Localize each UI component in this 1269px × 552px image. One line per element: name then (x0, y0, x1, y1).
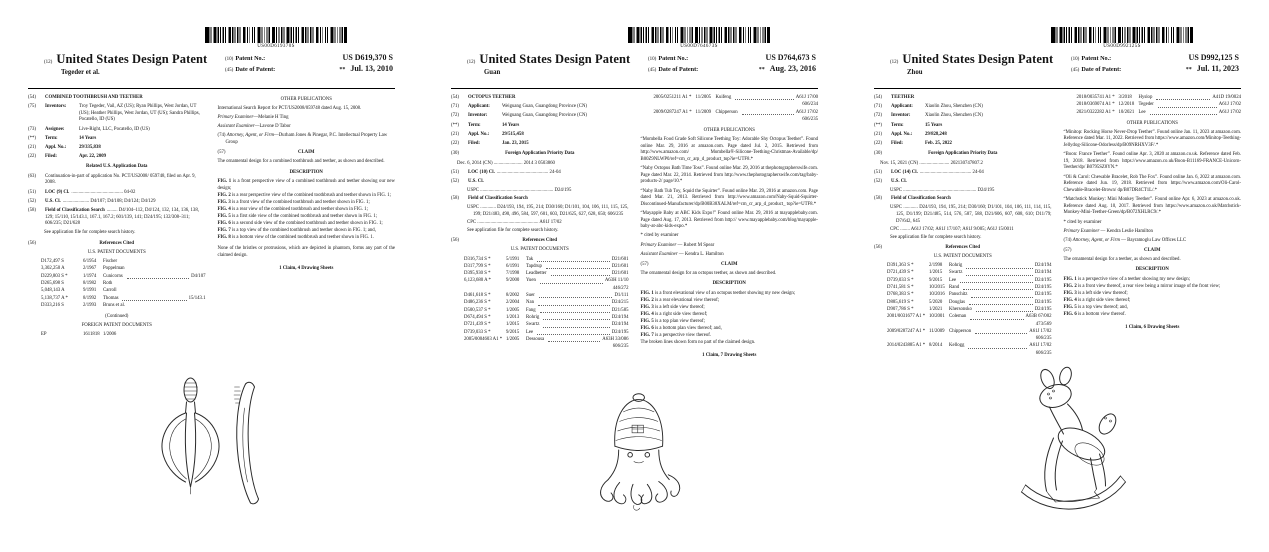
fig-line: FIG. 3 is a left side view thereof; (640, 304, 705, 310)
para-line: See application file for complete search history. (44, 230, 136, 236)
fig-line: FIG. 7 is a perspective view thereof. (640, 333, 712, 339)
para-line: “Boon: France Teether”. Found online Apr. 3, 2020 at amazon.co.uk. Reference dated Feb. 19, 2018. Retrieved from https://www.amazon.co.uk/Boon-B11169-FRANCE-Unicorn-Teether/dp/ B0795SZ8YN.* (1063, 152, 1241, 171)
inventor-name: Guan (484, 69, 501, 76)
left-column (451, 95, 629, 362)
patent-no-label: Patent No.: (235, 55, 266, 62)
sub-line: FOREIGN PATENT DOCUMENTS (81, 323, 152, 329)
sub-line: OTHER PUBLICATIONS (1126, 120, 1178, 126)
para-line: Dec. 6, 2014 (CN) ........................ 2014 3 0503860 (457, 160, 555, 166)
sub-line: U.S. PATENT DOCUMENTS (87, 249, 146, 255)
octopus-figure (576, 386, 700, 514)
fig-line: FIG. 5 is a first side view of the combined toothbrush and teether shown in FIG. 1; (217, 214, 378, 219)
ref-line: 2005/0004603 A1 * 1/2005 Dessousa A63H 33/086 (464, 336, 629, 342)
head-line: 1 Claim, 7 Drawing Sheets (702, 353, 757, 359)
fig-line: FIG. 4 is a right side view thereof; (1063, 298, 1131, 304)
para-line: CPC ........ A61J 17/02; A61J 17/107; A61J 9/005; A61J 15/0011 (890, 226, 1014, 232)
ref-line: D768,383 S * 10/2016 Panschitz D24/195 (887, 292, 1052, 298)
barcode-icon (1051, 27, 1193, 43)
fig-line: FIG. 1 is a front elevational view of an octopus teether showing my new design; (640, 290, 796, 296)
ref-line: 446/272 (612, 285, 629, 291)
field-line: (51) LOC (14) Cl. ........................................... 24-04 (874, 169, 984, 175)
kind-code-tag: (12) (890, 60, 899, 65)
right-column (1064, 95, 1242, 358)
exam-line: Primary Examiner—Melanie H Ting (217, 115, 289, 121)
patent-date-row (1071, 64, 1239, 73)
left-column (28, 95, 206, 339)
ref-line: D172,497 S 6/1954 Fischer (41, 259, 118, 265)
fig-line: FIG. 2 is a rear perspective view of the combined toothbrush and teether shown in FIG. 1; (217, 192, 391, 198)
patent-body (451, 95, 818, 362)
kind-code-tag: (12) (467, 60, 476, 65)
ref-line: D317,799 S * 6/1991 Tapdrup D21/601 (464, 263, 629, 269)
patent-header-right (225, 53, 393, 75)
head-line: (56) References Cited (28, 240, 135, 246)
patent-body (28, 95, 395, 339)
ref-line: 2018/0035741 A1 * 3/2018 Hyslop A41D 19/0024 (1076, 95, 1241, 100)
patent-date: Jul. 11, 2023 (1196, 64, 1239, 73)
ref-line: D229,803 S * 1/1974 Cunicorns D4/107 (41, 273, 206, 279)
ref-line: D739,033 S * 9/2015 Lee D24/195 (464, 329, 629, 335)
para-line: * cited by examiner (1063, 219, 1102, 225)
field-line: (22) Filed: Feb. 25, 2022 (874, 141, 952, 147)
field-line: (22) Filed: Jan. 23, 2015 (451, 141, 529, 147)
fig-line: FIG. 5 is a top view thereof; and, (1063, 305, 1128, 311)
patent-no-tag: (10) (648, 57, 657, 62)
ref-line: 2014/0243885 A1 * 8/2014 Kellogg A61J 17/02 (887, 343, 1052, 349)
field-line: (51) LOC (10) Cl. ........................................... 24-04 (451, 169, 561, 175)
fig-line: FIG. 3 is a front view of the combined toothbrush and teether shown in FIG. 1; (217, 199, 370, 205)
date-label: Date of Patent: (1081, 66, 1122, 73)
patent-drawing-balloon-rocking-horse-teether (993, 366, 1143, 518)
field-line: (21) Appl. No.: 29/335,838 (28, 145, 101, 151)
patent-no-tag: (10) (225, 57, 234, 62)
para-line: USPC ............. D24/193, 194, 195, 214; D30/160; D1/101, 104, 106, 111, 115, 125, 199; D21/483, 490, 496, 584, 597, 601, 603, D21/625, 627, 628, 650; 606/235 (467, 205, 629, 217)
para-line: See application file for complete search history. (467, 227, 559, 233)
field-line: (54) OCTOPUS TEETHER (451, 95, 516, 100)
patent-drawing-octopus-teether (576, 386, 700, 514)
patent-number: US D619,370 S (342, 53, 393, 62)
para-line: The ornamental design for a combined toothbrush and teether, as shown and described. (217, 159, 385, 165)
para-line: Nov. 15, 2021 (CN) ......................... 202130747807.2 (880, 160, 983, 166)
header-divider (28, 88, 395, 89)
field-line: (72) Inventor: Xiaolin Zhou, Shenzhen (CN) (874, 113, 983, 119)
sub-line: U.S. PATENT DOCUMENTS (933, 254, 992, 260)
ref-line: 2005/0251211 A1 * 11/2005 Kuifeng A61J 17/00 (653, 95, 818, 100)
ref-line: D265,698 S 8/1982 Roth (41, 280, 113, 286)
ref-line: 3,302,250 A 2/1967 Poppelman (41, 266, 125, 272)
date-label: Date of Patent: (235, 66, 276, 73)
para-line: The broken lines shown form no part of the claimed design. (640, 340, 756, 346)
fig-line: FIG. 4 is a rear view of the combined toothbrush and teether shown in FIG. 1; (217, 206, 368, 212)
field-line: (21) Appl. No.: 29/515,458 (451, 131, 524, 137)
field-line: (72) Inventor: Weiguang Guan, Guangdong Province (CN) (451, 113, 588, 119)
barcode-block (628, 27, 770, 49)
para-line: “Mombella Food Grade Soft Silicone Teething Toy: Adorable Shy Octopus Teether”. Found online Mar. 29, 2016 at amazon.com. Page dated Jul. 2, 2015. Retrieved from http://www.amazon.com/ Mombella®-Silicone-Teething-Christmas-Available/dp/ B00Z9NLWP0/ref=cm_cr_arp_d_product_top?ie=UTF8.* (640, 137, 818, 162)
fig-line: FIG. 2 is a front view thereof, a rear view being a mirror image of the front view; (1063, 283, 1221, 289)
para-line: See application file for complete search history. (890, 234, 982, 240)
ref-line: 2021/0322282 A1 * 10/2021 Lee A61J 17/02 (1076, 109, 1241, 115)
para-line: “Minitop: Rocking Horse Never-Drop Teether”. Found online Jan. 11, 2023 at amazon.com. Reference dated Mar. 11, 2022. Retrieved from https://www.amazon.com/Minitop-Teething-Jellydog-Silicone-Odorless/dp/B09NRHXV3F/.* (1063, 129, 1241, 149)
sub-line: OTHER PUBLICATIONS (280, 97, 332, 102)
document-title: United States Design Patent (902, 52, 1054, 66)
ref-line: 606/234 (802, 102, 818, 108)
exam-line: Primary Examiner — Robert M Spear (640, 242, 715, 248)
sub-line: OTHER PUBLICATIONS (703, 128, 755, 133)
date-label: Date of Patent: (658, 66, 699, 73)
left-column (874, 95, 1052, 358)
patent-page-zhou (846, 0, 1269, 552)
ref-line: 606/235 (612, 344, 629, 350)
ref-line: D333,216 S 2/1993 Bruns et al. (41, 302, 125, 308)
field-line: (52) U.S. Cl. (451, 178, 484, 184)
para-line: CPC ................................................... A61J 17/02 (467, 219, 562, 225)
patent-number-row (1071, 53, 1239, 62)
ref-line: 473/569 (1035, 321, 1052, 327)
head-line: 1 Claim, 4 Drawing Sheets (279, 265, 334, 271)
para-line: * cited by examiner (640, 233, 679, 239)
para-line: None of the bristles or protrusions, which are depicted in phantom, forms any part of the claimed design. (217, 246, 395, 259)
field-line: (**) Term: 15 Years (874, 122, 943, 128)
patent-header (876, 50, 1239, 86)
patent-drawing-combined-toothbrush-teether (132, 374, 282, 510)
barcode-number: US00D764673S (680, 44, 718, 49)
field-line: (51) LOC (9) Cl. ........................................... 04-02 (28, 189, 136, 195)
ref-line: D395,930 S * 7/1998 Leadbetter D21/601 (464, 271, 629, 277)
sub-line: (Continued) (105, 313, 129, 319)
header-divider (451, 88, 818, 89)
banana-toothbrush-figure (132, 374, 282, 510)
barcode-number: US00D619370S (257, 44, 295, 49)
ref-line: 2001/0031677 A1 * 10/2001 Coleman A63B 67/002 (887, 314, 1052, 320)
head-line: (56) References Cited (874, 244, 981, 250)
patent-no-label: Patent No.: (1081, 55, 1112, 62)
rocking-horse-figure (993, 366, 1143, 518)
barcode-number: US00D992125S (1103, 44, 1141, 49)
head-line: DESCRIPTION (712, 281, 746, 287)
ref-line: 606/235 (802, 116, 818, 122)
ref-line: 5,048,143 A 9/1991 Carroll (41, 288, 117, 294)
fig-line: FIG. 6 is a bottom plan view thereof; and, (640, 326, 722, 332)
head-line: (57) CLAIM (640, 261, 738, 267)
barcode-block (1051, 27, 1193, 49)
patent-page-tegeder (0, 0, 423, 552)
para-line: “Naby Bath Tub Toy, Squid the Squirter”. Found online Mar. 29, 2016 at amazon.com. Page dated Mar. 21, 2013. Retrieved from http://www.amazon.com/Naby-Squid-Squirter-Discontinued-Manufacturer/dp/B00B38XALM/ref=cm_cr_arp_d_product_ top?ie=UTF8.* (640, 188, 818, 207)
fig-line: FIG. 8 is a bottom view of the combined toothbrush and teether shown in FIG. 1. (217, 235, 374, 241)
ref-line: 2009/0287247 A1 * 11/2009 Chipperson A61J 17/02 (887, 328, 1052, 334)
ref-line: D739,033 S * 9/2015 Lee D24/195 (887, 277, 1052, 283)
patent-no-tag: (10) (1071, 57, 1080, 62)
patent-body (874, 95, 1241, 358)
ref-line: D907,786 S * 1/2021 Khersonsko D24/195 (887, 306, 1052, 312)
patent-number-row (648, 53, 816, 62)
right-column (218, 95, 396, 339)
field-line: (58) Field of Classification Search (451, 196, 528, 202)
field-line: (71) Applicant: Weiguang Guan, Guangdong Province (CN) (451, 104, 588, 110)
ref-line: D500,537 S * 1/2005 Fang D21/585 (464, 307, 629, 313)
fig-line: FIG. 6 is a second side view of the combined toothbrush and teether shown in FIG. 1; (217, 221, 383, 227)
patent-header-right (1071, 53, 1239, 75)
patent-date-row (648, 64, 816, 73)
field-line: (52) U.S. Cl. (874, 178, 907, 184)
ref-line: 6,123,680 A * 9/2000 Yuen A63H 11/10 (464, 278, 629, 284)
patent-date: Aug. 23, 2016 (769, 64, 816, 73)
head-line: DESCRIPTION (289, 169, 323, 175)
ref-line: D741,581 S * 10/2015 Rand D24/195 (887, 285, 1052, 291)
head-line: (57) CLAIM (217, 150, 315, 156)
para-line: The ornamental design for an octopus teether, as shown and described. (640, 271, 777, 277)
para-line: The ornamental design for a teether, as shown and described. (1063, 257, 1181, 263)
ref-line: D721,439 S * 1/2015 Swartz D24/194 (464, 322, 629, 328)
document-title: United States Design Patent (56, 52, 208, 66)
fig-line: FIG. 2 is a rear elevational view thereof; (640, 297, 720, 303)
head-line: Related U.S. Application Data (86, 164, 148, 170)
field-line: (58) Field of Classification Search (874, 196, 951, 202)
barcode-block (205, 27, 347, 49)
head-line: (30) Foreign Application Priority Data (451, 151, 575, 157)
patent-header (30, 50, 393, 86)
field-line: (71) Applicant: Xiaolin Zhou, Shenzhen (CN) (874, 104, 983, 110)
patent-no-label: Patent No.: (658, 55, 689, 62)
field-line: (22) Filed: Apr. 22, 2009 (28, 154, 107, 160)
ref-line: D486,236 S * 2/2004 Nan D24/215 (464, 300, 629, 306)
field-line: (**) Term: 14 Years (451, 122, 520, 128)
head-line: (57) CLAIM (1063, 247, 1161, 253)
patent-header-right (648, 53, 816, 75)
para-line: USPC ............................................................. D24/195 (890, 188, 995, 194)
fig-line: FIG. 3 is a left side view thereof; (1063, 290, 1128, 296)
fig-line: FIG. 1 is a front perspective view of a combined toothbrush and teether showing our new design; (217, 178, 395, 191)
inventor-name: Tegeder et al. (61, 69, 100, 76)
patent-header (453, 50, 816, 86)
ref-line: 5,138,737 A * 8/1992 Thomas 15/143.1 (41, 295, 206, 301)
exam-line: Primary Examiner — Kendra Leslie Hamilton (1063, 228, 1153, 234)
field-line: (63) Continuation-in-part of application No. PCT/US2008/ 059748, filed on Apr. 9, 2008. (28, 173, 196, 186)
exam-line: (74) Attorney, Agent, or Firm — Bayramoglu Law Offices LLC (1063, 237, 1187, 243)
field-line: (75) Inventors: Troy Tegeder, Vail, AZ (US); Ryan Phillips, West Jordan, UT (US); Heather Phillips, West Jordan, UT (US); Sandra Phillips, Pocatello, ID (US) (28, 104, 200, 123)
patent-page-guan (423, 0, 846, 552)
field-line: (52) U.S. Cl. ...................... D4/107; D4/108; D4/124; D4/129 (28, 198, 156, 204)
para-line: “Oli & Carol: Chewable Bracelet, Rob The Fox”. Found online Jan. 6, 2022 at amazon.com. Reference dated Jun. 19, 2018. Retrieved from https://www.amazon.com/Oli-Carol-Chewable-Bracelet-Brown/ dp/B07DR4CT1L/.* (1063, 174, 1241, 193)
ref-line: D721,439 S * 1/2015 Swartz D24/194 (887, 270, 1052, 276)
inventor-name: Zhou (907, 69, 923, 76)
patent-date: Jul. 13, 2010 (350, 64, 393, 73)
ref-line: D674,494 S * 1/2013 Rohrig D24/194 (464, 314, 629, 320)
kind-code-tag: (12) (44, 60, 53, 65)
date-tag: (45) (1071, 68, 1080, 73)
para-line: USPC ............ D24/193, 194, 195, 214; D30/160; D1/101, 104, 106, 111, 114, 115, 125, D1/199; D21/485, 514, 576, 587, 588, D21/606, 607, 608, 610; D11/79; D7/642, 645 (890, 205, 1052, 224)
ref-line: 606/235 (1035, 336, 1052, 342)
right-column (641, 95, 819, 362)
term-extension-star: ** (339, 67, 346, 73)
ref-line: D461,618 S * 8/2002 Suer D1/111 (464, 293, 629, 299)
head-line: (56) References Cited (451, 238, 558, 244)
patent-number: US D764,673 S (765, 53, 816, 62)
ref-line: D316,734 S * 5/1991 Tak D21/601 (464, 256, 629, 262)
ref-line: 2018/0369074 A1 * 12/2018 Tegeder A61J 17/02 (1076, 102, 1241, 108)
document-title: United States Design Patent (479, 52, 631, 66)
ref-line: D885,619 S * 5/2020 Douglas D24/195 (887, 299, 1052, 305)
patent-date-row (225, 64, 393, 73)
ref-line: D391,363 S * 2/1998 Rohrig D24/194 (887, 263, 1052, 269)
field-line: (**) Term: 14 Years (28, 135, 97, 141)
fig-line: FIG. 5 is a top plan view thereof; (640, 319, 705, 325)
para-line: USPC ............................................................. D24/195 (467, 188, 572, 194)
patent-number-row (225, 53, 393, 62)
exam-line: Assistant Examiner—Lavone D Tabor (217, 124, 291, 130)
barcode-icon (205, 27, 347, 43)
field-line: (21) Appl. No.: 29/828,248 (874, 131, 947, 137)
head-line: DESCRIPTION (1135, 267, 1169, 273)
field-line: (58) Field of Classification Search ......... D4/104–112, D4/124, 132, 134, 136, 138, 129; 15/110, 15/143.1, 167.1, 167.2; 601/139, 141; D24/195; 132/308–311; 606/235; D21/628 (28, 207, 199, 227)
term-extension-star: ** (1185, 67, 1192, 73)
ref-line: 2009/0287247 A1 * 11/2009 Chipperson A61J 17/02 (653, 109, 818, 115)
ref-line: EP 1611818 1/2006 (41, 332, 117, 338)
para-line: “Matchstick Monkey: Mini Monkey Teether”. Found online Apr. 6, 2023 at amazon.co.uk. Reference dated Aug. 10, 2017. Retrieved from https://www.amazon.co.uk/Matchstick-Monkey-Mini-Teether-Green/dp/B072XHLRC9/.* (1063, 197, 1241, 216)
barcode-icon (628, 27, 770, 43)
term-extension-star: ** (758, 67, 765, 73)
date-tag: (45) (648, 68, 657, 73)
exam-line: (74) Attorney, Agent, or Firm—Durham Jones & Pinegar, P.C. Intellectual Property Law Group (217, 133, 388, 145)
ref-line: 606/235 (1035, 350, 1052, 356)
fig-line: FIG. 6 is a bottom view thereof. (1063, 312, 1126, 318)
exam-line: Assistant Examiner — Kendra L. Hamilton (640, 251, 724, 257)
para-line: “Naby Octopus Bath Time Toss”. Found online Mar. 29, 2016 at thephotographerswife.com. Page dated Mar. 22, 2014. Retrieved from http://www.thephotographerswife.com/tag/baby-products-2/ page/10.* (640, 166, 818, 185)
field-line: (73) Assignee: Live-Right, LLC, Pocatello, ID (US) (28, 126, 150, 132)
header-divider (874, 88, 1241, 89)
fig-line: FIG. 4 is a right side view thereof; (640, 311, 708, 317)
patent-number: US D992,125 S (1188, 53, 1239, 62)
head-line: 1 Claim, 6 Drawing Sheets (1125, 324, 1180, 330)
head-line: (30) Foreign Application Priority Data (874, 151, 998, 157)
fig-line: FIG. 1 is a perspective view of a teether showing my new design; (1063, 276, 1190, 282)
field-line: (54) TEETHER (874, 95, 915, 100)
para-line: International Search Report for PCT/US2008/059748 dated Aug. 15, 2008. (217, 106, 362, 112)
sub-line: U.S. PATENT DOCUMENTS (510, 247, 569, 253)
fig-line: FIG. 7 is a top view of the combined toothbrush and teether shown in FIG. 1; and, (217, 228, 376, 234)
date-tag: (45) (225, 68, 234, 73)
field-line: (54) COMBINED TOOTHBRUSH AND TEETHER (28, 95, 143, 100)
para-line: “Mayapple Baby at ABC Kids Expo!” Found online Mar. 29, 2016 at mayapplebaby.com. Page dated Aug. 17, 2013. Retrieved from http:// www.mayapplebaby.com/blog/mayapple-baby-at-abc-kids-expo.* (640, 210, 818, 230)
